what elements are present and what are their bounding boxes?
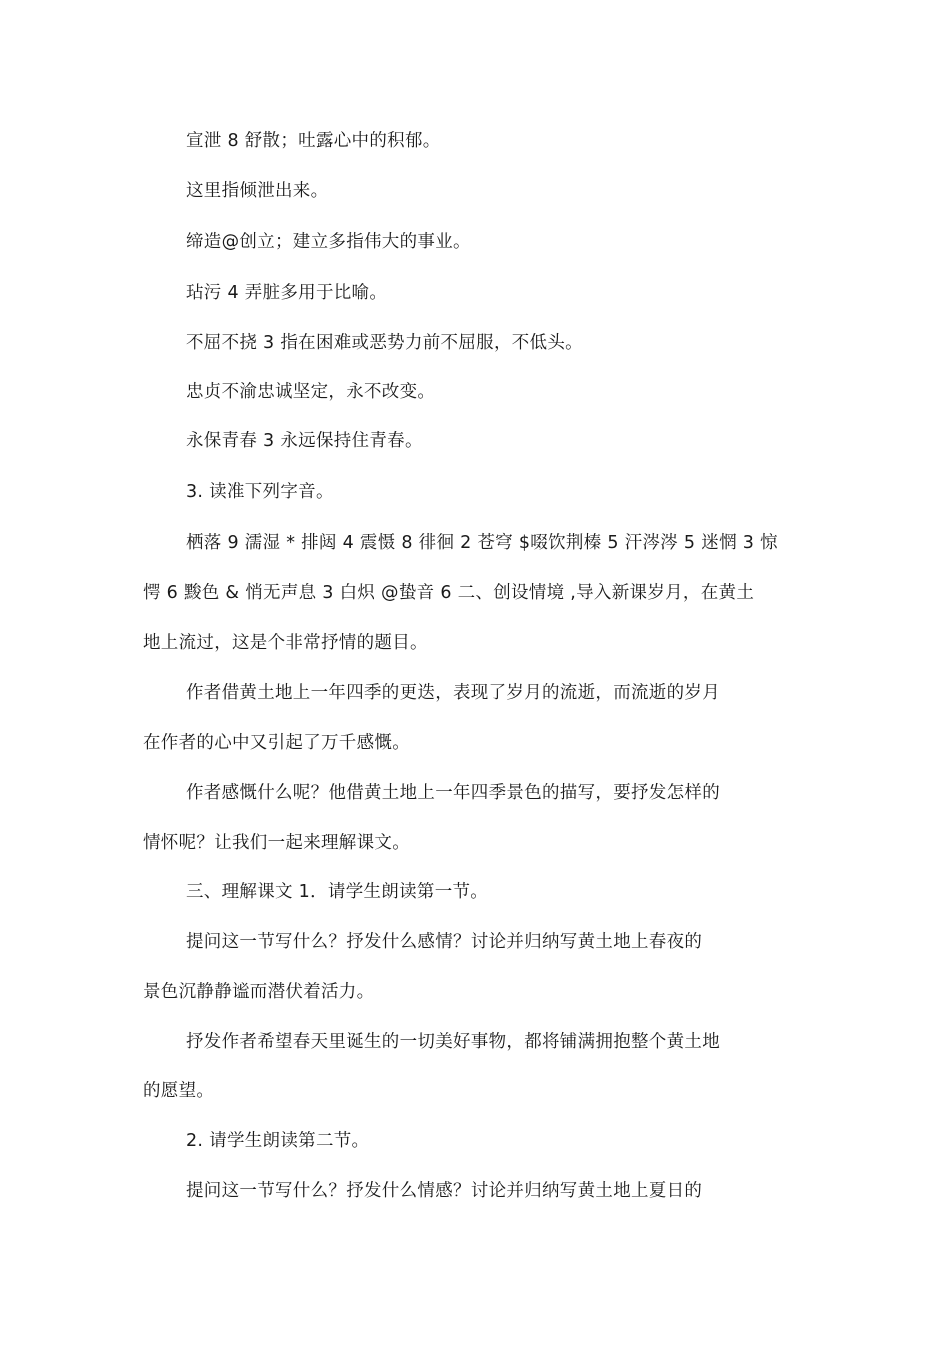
paragraph-line: 愕 6 黢色 & 悄无声息 3 白炽 @蛰音 6 二、创设情境 ,导入新课岁月，在黄土 (143, 583, 755, 603)
definition-line-qingxie: 这里指倾泄出来。 (186, 181, 329, 201)
paragraph-line: 提问这一节写什么？抒发什么感情？讨论并归纳写黄土地上春夜的 (186, 932, 703, 952)
definition-line-xuanxie: 宣泄 8 舒散；吐露心中的积郁。 (186, 131, 441, 151)
definition-line-dianwu: 玷污 4 弄脏多用于比喻。 (186, 283, 388, 303)
paragraph-line: 栖落 9 濡湿 * 排闼 4 震慑 8 徘徊 2 苍穹 $啜饮荆榛 5 汗涔涔 5 迷惘 3 惊 (186, 533, 778, 553)
paragraph-line: 抒发作者希望春天里诞生的一切美好事物，都将铺满拥抱整个黄土地 (186, 1032, 720, 1052)
definition-line-dizao: 缔造@创立；建立多指伟大的事业。 (186, 232, 471, 252)
paragraph-line: 情怀呢？让我们一起来理解课文。 (143, 833, 410, 853)
section-heading-understanding: 三、理解课文 1．请学生朗读第一节。 (186, 882, 489, 902)
paragraph-line: 在作者的心中又引起了万千感慨。 (143, 733, 410, 753)
section-heading-pronunciation: 3. 读准下列字音。 (186, 482, 334, 502)
paragraph-line: 的愿望。 (143, 1081, 215, 1101)
definition-line-yongbaoqingchun: 永保青春 3 永远保持住青春。 (186, 431, 423, 451)
paragraph-line: 景色沉静静谧而潜伏着活力。 (143, 982, 375, 1002)
definition-line-buqubunao: 不屈不挠 3 指在困难或恶势力前不屈服，不低头。 (186, 333, 583, 353)
paragraph-line: 作者借黄土地上一年四季的更迭，表现了岁月的流逝，而流逝的岁月 (186, 683, 720, 703)
section-heading-second-section: 2. 请学生朗读第二节。 (186, 1131, 370, 1151)
definition-line-zhongzhenbuyu: 忠贞不渝忠诚坚定，永不改变。 (186, 382, 436, 402)
paragraph-line: 地上流过，这是个非常抒情的题目。 (143, 633, 428, 653)
paragraph-line: 提问这一节写什么？抒发什么情感？讨论并归纳写黄土地上夏日的 (186, 1181, 703, 1201)
paragraph-line: 作者感慨什么呢？他借黄土地上一年四季景色的描写，要抒发怎样的 (186, 783, 720, 803)
